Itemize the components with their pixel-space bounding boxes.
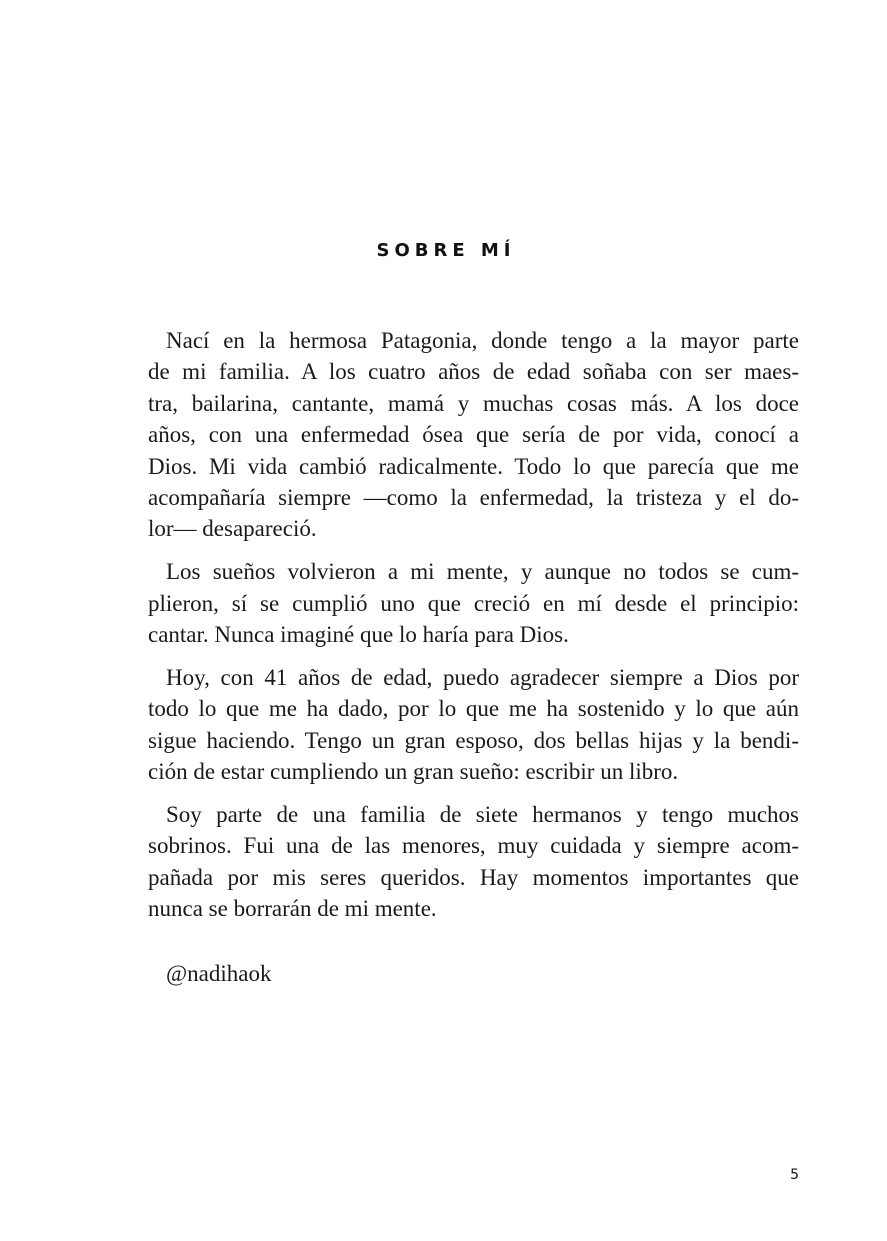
body-text [148, 325, 799, 936]
social-handle: @nadihaok [166, 961, 272, 986]
paragraph-3 [148, 662, 799, 788]
text-line: Hoy, con 41 años de edad, puedo agradecer siempre a Dios por [166, 664, 799, 690]
text-line: años, con una enfermedad ósea que sería de por vida, conocí a [148, 422, 799, 448]
text-line: tra, bailarina, cantante, mamá y muchas cosas más. A los doce [148, 390, 799, 416]
text-line: sobrinos. Fui una de las menores, muy cuidada y siempre acom- [148, 833, 799, 859]
paragraph-4 [148, 799, 799, 925]
text-line: sigue haciendo. Tengo un gran esposo, dos bellas hijas y la bendi- [148, 727, 799, 753]
text-line: pañada por mis seres queridos. Hay momentos importantes que [148, 864, 799, 890]
text-line: todo lo que me ha dado, por lo que me ha sostenido y lo que aún [148, 696, 799, 722]
paragraph-1 [148, 325, 799, 545]
text-line: ción de estar cumpliendo un gran sueño: escribir un libro. [148, 759, 679, 785]
text-line: acompañaría siempre —como la enfermedad, la tristeza y el do- [148, 484, 799, 510]
text-line: lor— desapareció. [148, 516, 317, 542]
text-line: de mi familia. A los cuatro años de edad soñaba con ser maes- [148, 359, 799, 385]
text-line: Nací en la hermosa Patagonia, donde tengo a la mayor parte [166, 328, 799, 353]
text-line: Dios. Mi vida cambió radicalmente. Todo lo que parecía que me [148, 453, 799, 479]
text-line: nunca se borrarán de mi mente. [148, 896, 437, 922]
text-line: Soy parte de una familia de siete hermanos y tengo muchos [166, 801, 799, 827]
text-line: Los sueños volvieron a mi mente, y aunque no todos se cum- [166, 559, 799, 585]
paragraph-2 [148, 556, 799, 650]
text-line: cantar. Nunca imaginé que lo haría para Dios. [148, 622, 569, 648]
page-number: 5 [790, 1167, 799, 1183]
text-line: plieron, sí se cumplió uno que creció en mí desde el principio: [148, 590, 799, 616]
page-title: SOBRE MÍ [376, 240, 516, 261]
